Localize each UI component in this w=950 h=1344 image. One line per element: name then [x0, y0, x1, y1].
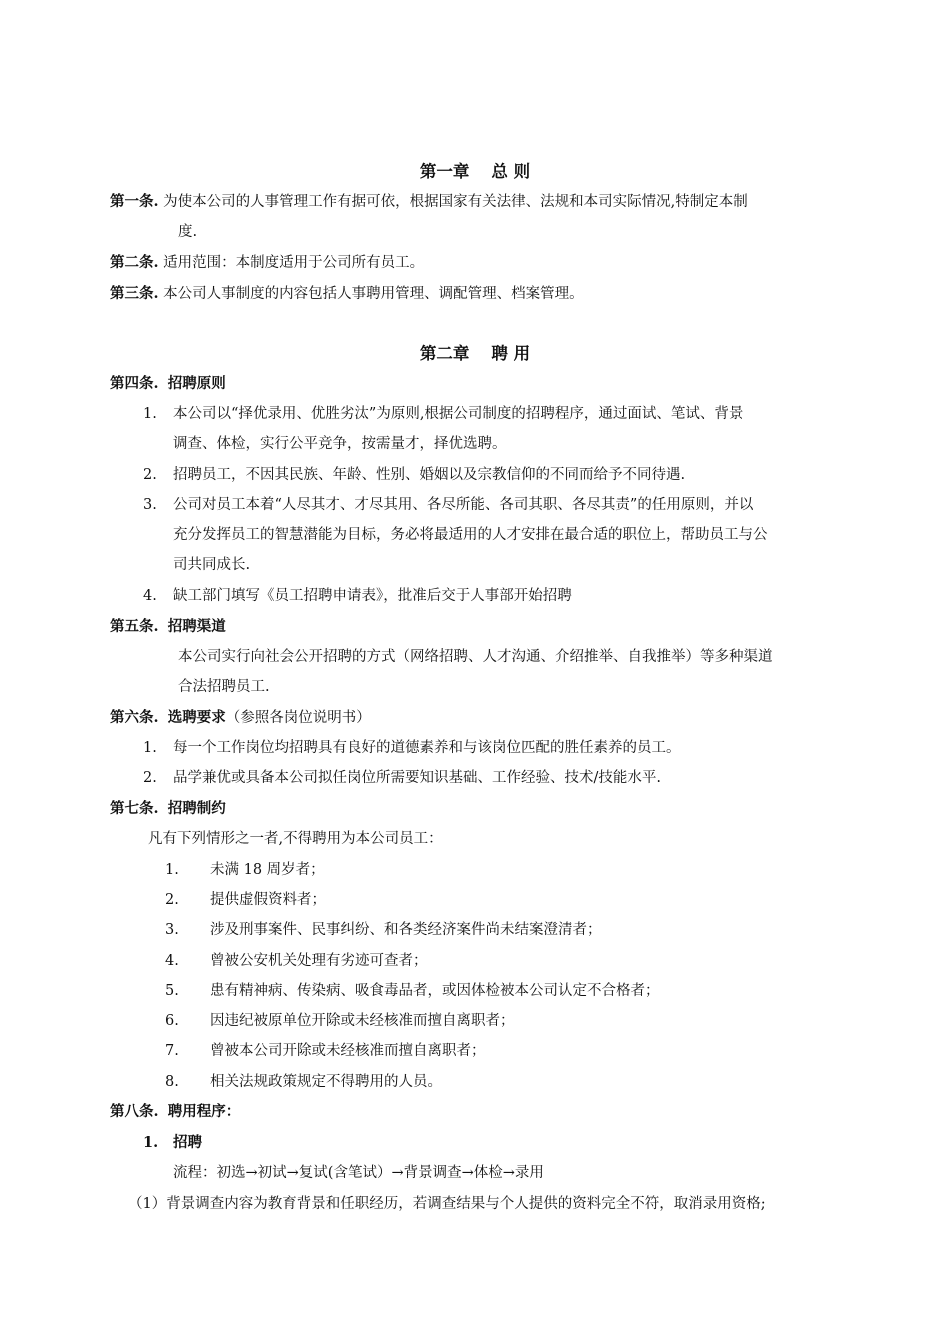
article-8-flow: 流程：初选→初试→复试(含笔试）→背景调查→体检→录用 — [173, 1165, 544, 1181]
article-4-item-1-cont: 调查、体检，实行公平竞争，按需量才，择优选聘。 — [173, 436, 507, 452]
article-6-item-2: 2. 品学兼优或具备本公司拟任岗位所需要知识基础、工作经验、技术/技能水平. — [143, 770, 661, 786]
chapter-1-heading: 第一章 总 则 — [419, 162, 531, 181]
article-8-heading: 第八条. 聘用程序： — [110, 1103, 241, 1120]
article-5-text: 本公司实行向社会公开招聘的方式（网络招聘、人才沟通、介绍推举、自我推举）等多种渠道 — [178, 649, 773, 665]
article-1-cont: 度. — [178, 224, 198, 240]
list-item: 7. 曾被本公司开除或未经核准而擅自离职者； — [165, 1043, 486, 1059]
article-4-item-3-cont2: 司共同成长. — [173, 557, 251, 573]
list-item: 4. 曾被公安机关处理有劣迹可查者； — [165, 953, 428, 969]
list-item: 5. 患有精神病、传染病、吸食毒品者，或因体检被本公司认定不合格者； — [165, 983, 660, 999]
list-item: 1. 未满 18 周岁者； — [165, 862, 325, 878]
article-1: 第一条. 为使本公司的人事管理工作有据可依，根据国家有关法律、法规和本司实际情况,特制定本制 — [110, 193, 748, 210]
list-item: 2. 提供虚假资料者； — [165, 892, 326, 908]
article-4-item-3: 3. 公司对员工本着“人尽其才、才尽其用、各尽所能、各司其职、各尽其责”的任用原则，并以 — [143, 497, 754, 513]
article-4-item-2: 2. 招聘员工，不因其民族、年龄、性别、婚姻以及宗教信仰的不同而给予不同待遇. — [143, 467, 686, 483]
chapter-2-heading: 第二章 聘 用 — [419, 344, 531, 363]
article-6-item-1: 1. 每一个工作岗位均招聘具有良好的道德素养和与该岗位匹配的胜任素养的员工。 — [143, 740, 681, 756]
article-8-point-1: （1）背景调查内容为教育背景和任职经历，若调查结果与个人提供的资料完全不符，取消录用资格; — [128, 1196, 766, 1212]
article-3: 第三条. 本公司人事制度的内容包括人事聘用管理、调配管理、档案管理。 — [110, 285, 584, 302]
article-7-intro: 凡有下列情形之一者,不得聘用为本公司员工： — [148, 831, 443, 847]
article-6-heading: 第六条. 选聘要求（参照各岗位说明书） — [110, 709, 371, 726]
article-5-text-cont: 合法招聘员工. — [178, 679, 270, 695]
list-item: 6. 因违纪被原单位开除或未经核准而擅自离职者； — [165, 1013, 515, 1029]
article-8-section-1: 1. 招聘 — [143, 1134, 202, 1151]
article-2: 第二条. 适用范围：本制度适用于公司所有员工。 — [110, 254, 425, 271]
article-5-heading: 第五条. 招聘渠道 — [110, 618, 226, 635]
article-4-item-3-cont: 充分发挥员工的智慧潜能为目标，务必将最适用的人才安排在最合适的职位上，帮助员工与公 — [173, 527, 768, 543]
article-4-heading: 第四条. 招聘原则 — [110, 375, 226, 392]
article-4-item-4: 4. 缺工部门填写《员工招聘申请表》，批准后交于人事部开始招聘 — [143, 588, 572, 604]
article-4-item-1: 1. 本公司以“择优录用、优胜劣汰”为原则,根据公司制度的招聘程序，通过面试、笔试、背景 — [143, 406, 744, 422]
list-item: 8. 相关法规政策规定不得聘用的人员。 — [165, 1074, 442, 1090]
list-item: 3. 涉及刑事案件、民事纠纷、和各类经济案件尚未结案澄清者； — [165, 922, 602, 938]
article-7-heading: 第七条. 招聘制约 — [110, 800, 226, 817]
